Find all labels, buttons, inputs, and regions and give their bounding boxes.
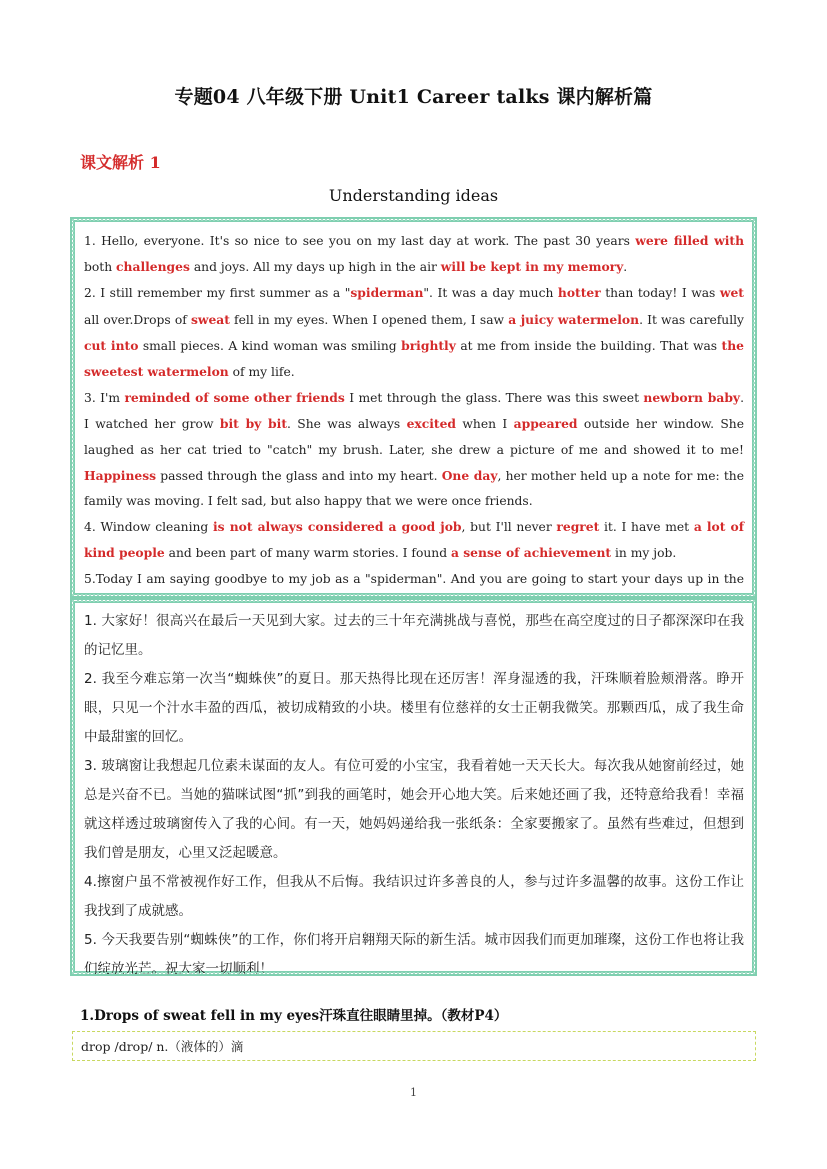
english-paragraph-1 (84, 228, 744, 280)
highlighted-phrase: a sense of achievement (451, 545, 612, 561)
highlighted-phrase: reminded of some other friends (124, 390, 345, 406)
english-paragraph-2 (84, 280, 744, 385)
highlighted-phrase: excited (406, 416, 457, 432)
text-segment: , but I'll never (461, 520, 557, 535)
text-segment: , her mother held up a note for me: the family was moving. I felt sad, but also happy that we were once friends. (84, 468, 745, 509)
highlighted-phrase: will be kept in my memory (440, 259, 624, 275)
chinese-paragraph-5: 5. 今天我要告别“蜘蛛侠”的工作，你们将开启翱翔天际的新生活。城市因我们而更加璀璨，这份工作也将让我们绽放光芒。祝大家一切顺利！ (84, 932, 744, 977)
text-segment: passed through the glass and into my heart. (156, 468, 442, 483)
highlighted-phrase: cut into (84, 337, 139, 353)
chinese-paragraph-1: 1. 大家好！很高兴在最后一天见到大家。过去的三十年充满挑战与喜悦，那些在高空度过的日子都深深印在我的记忆里。 (84, 613, 744, 658)
page-number: 1 (410, 1086, 417, 1099)
text-segment: 3. I'm (84, 391, 125, 406)
highlighted-phrase: brightly (401, 337, 456, 353)
text-segment: both (84, 260, 117, 275)
text-segment: small pieces. A kind woman was smiling (138, 338, 402, 353)
chinese-paragraph-4: 4.擦窗户虽不常被视作好工作，但我从不后悔。我结识过许多善良的人，参与过许多温馨的故事。这份工作让我找到了成就感。 (84, 874, 744, 919)
text-segment: 4. Window cleaning (84, 520, 214, 535)
highlighted-phrase: challenges (116, 259, 190, 275)
text-segment: 2. I still remember my first summer as a " (84, 286, 351, 301)
text-segment: . (623, 260, 628, 275)
highlighted-phrase: newborn baby (643, 390, 741, 406)
chinese-paragraph-3: 3. 玻璃窗让我想起几位素未谋面的友人。有位可爱的小宝宝，我看着她一天天长大。每次我从她窗前经过，她总是兴奋不已。当她的猫咪试图“抓”到我的画笔时，她会开心地大笑。后来她还画了我，还特意给我看！幸福就这样透过玻璃窗传入了我的心间。有一天，她妈妈递给我一张纸条：全家要搬家了。虽然有些难过，但想到我们曾是朋友，心里又泛起暖意。 (84, 758, 744, 861)
text-segment: all over.Drops of (84, 312, 191, 327)
highlighted-phrase: a lot of kind people (84, 519, 744, 561)
english-paragraph-4 (84, 514, 744, 566)
text-segment: it. I have met (599, 520, 694, 535)
text-segment: of my life. (228, 365, 295, 380)
text-segment: fell in my eyes. When I opened them, I saw (229, 312, 509, 327)
text-segment: . I watched her grow (84, 391, 744, 432)
chinese-translation-box (70, 598, 757, 976)
text-segment: 1. Hello, everyone. It's so nice to see you on my last day at work. The past 30 years (84, 234, 636, 248)
text-segment: outside her window. She laughed as her cat tried to "catch" my brush. Later, she drew a picture of me and showed it to me! (84, 417, 744, 457)
highlighted-phrase: the sweetest watermelon (84, 337, 744, 380)
text-segment: . She was always (287, 417, 407, 432)
highlighted-phrase: spiderman (350, 285, 424, 301)
text-segment: at me from inside the building. That was (455, 338, 722, 353)
text-segment: in my job. (611, 546, 677, 561)
document-title: 专题04 八年级下册 Unit1 Career talks 课内解析篇 (174, 86, 653, 108)
highlighted-phrase: One day (441, 467, 498, 483)
language-point-heading: 1.Drops of sweat fell in my eyes汗珠直往眼睛里掉。（教材P4） (80, 1008, 508, 1024)
section-label: 课文解析 1 (80, 153, 161, 172)
highlighted-phrase: were filled with (635, 233, 745, 248)
vocabulary-definition-box (72, 1031, 756, 1061)
english-paragraph-3 (84, 385, 744, 514)
text-segment: . It was carefully (639, 312, 745, 327)
text-segment: than today! I was (600, 286, 720, 301)
text-subtitle: Understanding ideas (328, 186, 499, 205)
text-segment: and been part of many warm stories. I found (164, 546, 452, 561)
highlighted-phrase: is not always considered a good job (213, 519, 462, 535)
highlighted-phrase: Happiness (84, 467, 157, 483)
text-segment: when I (456, 417, 514, 432)
text-segment: I met through the glass. There was this sweet (344, 391, 644, 406)
highlighted-phrase: sweat (190, 311, 230, 327)
highlighted-phrase: bit by bit (219, 416, 288, 432)
highlighted-phrase: a juicy watermelon (508, 311, 640, 327)
highlighted-phrase: regret (556, 519, 600, 535)
text-segment: and joys. All my days up high in the air (189, 260, 441, 275)
chinese-paragraph-2: 2. 我至今难忘第一次当“蜘蛛侠”的夏日。那天热得比现在还厉害！浑身湿透的我，汗珠顺着脸颊滑落。睁开眼，只见一个汁水丰盈的西瓜，被切成精致的小块。楼里有位慈祥的女士正朝我微笑。那颗西瓜，成了我生命中最甜蜜的回忆。 (84, 671, 744, 745)
highlighted-phrase: wet (719, 285, 744, 301)
highlighted-phrase: hotter (557, 285, 601, 301)
text-segment: ". It was a day much (423, 286, 558, 301)
text-segment: 5.Today I am saying goodbye to my job as a "spiderman". And you are going to start your days up in the (84, 571, 744, 586)
vocabulary-definition: drop /drop/ n.（液体的）滴 (81, 1039, 244, 1054)
english-text-box (70, 217, 757, 598)
highlighted-phrase: appeared (513, 416, 578, 432)
